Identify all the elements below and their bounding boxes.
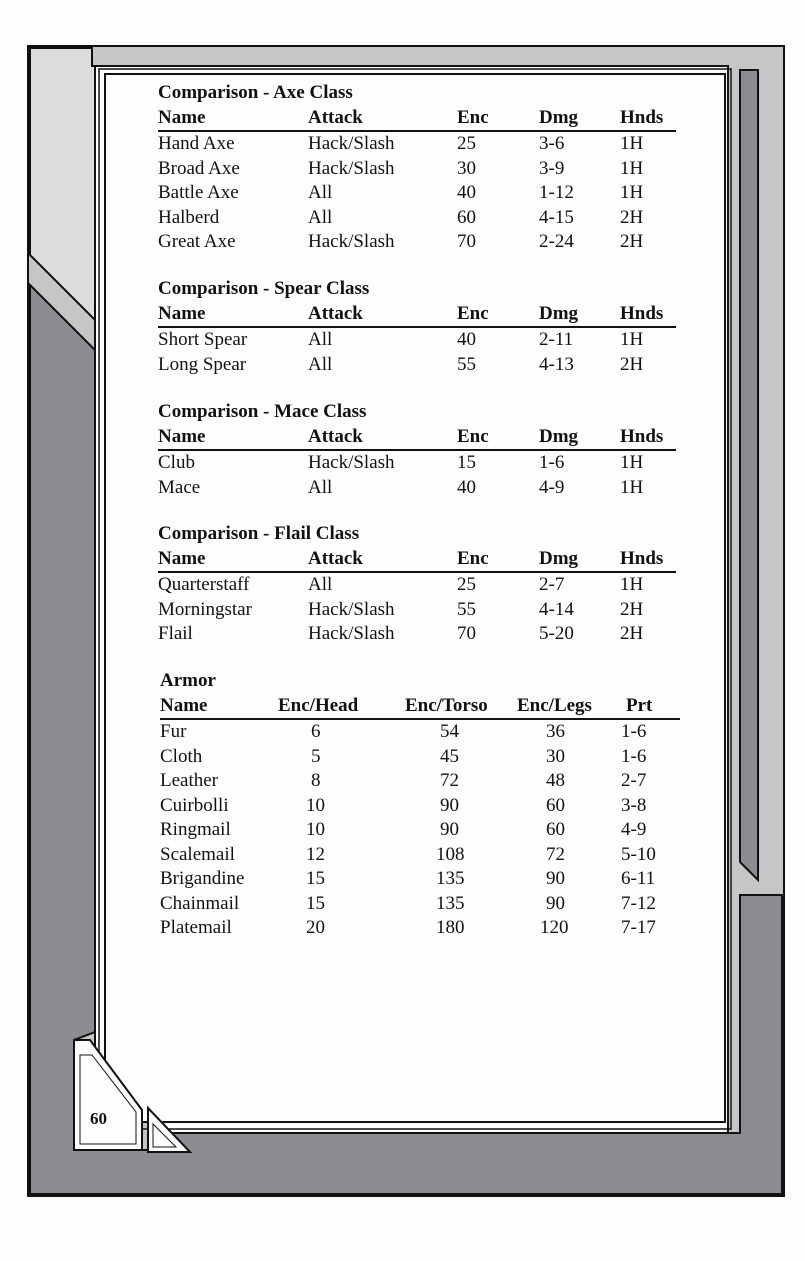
header-attack: Attack xyxy=(308,106,363,128)
mace-table-header xyxy=(158,425,676,452)
armor-table xyxy=(160,669,680,941)
table-row: Flail Hack/Slash 70 5-20 2H xyxy=(158,623,644,644)
table-row: Long Spear All 55 4-13 2H xyxy=(158,353,644,375)
axe-table-header xyxy=(158,106,676,133)
table-row: Broad Axe Hack/Slash 30 3-9 1H xyxy=(158,157,644,179)
table-row: Short Spear All 40 2-11 1H xyxy=(158,329,644,350)
axe-class-table xyxy=(158,81,676,255)
table-row: Chainmail 15 135 90 7-12 xyxy=(160,892,656,914)
header-enc: Enc xyxy=(457,547,489,569)
header-enc-torso: Enc/Torso xyxy=(405,694,488,716)
header-attack: Attack xyxy=(308,302,363,324)
header-hnds: Hnds xyxy=(620,547,664,569)
flail-class-title: Comparison - Flail Class xyxy=(158,523,360,544)
header-dmg: Dmg xyxy=(539,425,579,447)
header-enc: Enc xyxy=(457,106,489,128)
table-row: Great Axe Hack/Slash 70 2-24 2H xyxy=(158,231,644,252)
header-hnds: Hnds xyxy=(620,106,664,128)
frame-bevel-right xyxy=(740,70,758,880)
header-name: Name xyxy=(158,547,206,569)
table-row: Mace All 40 4-9 1H xyxy=(158,476,644,498)
table-row: Morningstar Hack/Slash 55 4-14 2H xyxy=(158,598,644,620)
table-row: Cloth 5 45 30 1-6 xyxy=(160,745,647,767)
axe-class-title: Comparison - Axe Class xyxy=(158,82,353,103)
header-dmg: Dmg xyxy=(539,302,579,324)
spear-class-title: Comparison - Spear Class xyxy=(158,278,370,299)
header-dmg: Dmg xyxy=(539,547,579,569)
table-row: Club Hack/Slash 15 1-6 1H xyxy=(158,452,644,473)
armor-table-header xyxy=(160,694,680,721)
header-dmg: Dmg xyxy=(539,106,579,128)
header-enc: Enc xyxy=(457,302,489,324)
spear-class-table xyxy=(158,277,676,377)
header-hnds: Hnds xyxy=(620,425,664,447)
header-name: Name xyxy=(158,302,206,324)
spear-table-header xyxy=(158,302,676,329)
header-name: Name xyxy=(160,694,208,716)
table-row: Brigandine 15 135 90 6-11 xyxy=(160,868,656,889)
header-enc-legs: Enc/Legs xyxy=(517,694,592,716)
table-row: Scalemail 12 108 72 5-10 xyxy=(160,843,656,865)
flail-table-header xyxy=(158,547,676,574)
header-prt: Prt xyxy=(626,694,653,716)
table-row: Leather 8 72 48 2-7 xyxy=(160,770,647,791)
table-row: Fur 6 54 36 1-6 xyxy=(160,721,647,742)
header-name: Name xyxy=(158,425,206,447)
flail-class-table xyxy=(158,522,676,647)
table-row: Platemail 20 180 120 7-17 xyxy=(160,917,656,938)
header-hnds: Hnds xyxy=(620,302,664,324)
table-row: Hand Axe Hack/Slash 25 3-6 1H xyxy=(158,133,644,154)
mace-class-title: Comparison - Mace Class xyxy=(158,401,367,422)
table-row: Cuirbolli 10 90 60 3-8 xyxy=(160,794,647,816)
header-attack: Attack xyxy=(308,425,363,447)
header-attack: Attack xyxy=(308,547,363,569)
mace-class-table xyxy=(158,400,676,500)
table-row: Battle Axe All 40 1-12 1H xyxy=(158,182,644,203)
table-row: Ringmail 10 90 60 4-9 xyxy=(160,819,647,840)
header-name: Name xyxy=(158,106,206,128)
header-enc-head: Enc/Head xyxy=(278,694,359,716)
table-row: Quarterstaff All 25 2-7 1H xyxy=(158,574,644,595)
page-number: 60 xyxy=(90,1109,107,1128)
armor-title: Armor xyxy=(160,670,216,691)
header-enc: Enc xyxy=(457,425,489,447)
table-row: Halberd All 60 4-15 2H xyxy=(158,206,644,228)
